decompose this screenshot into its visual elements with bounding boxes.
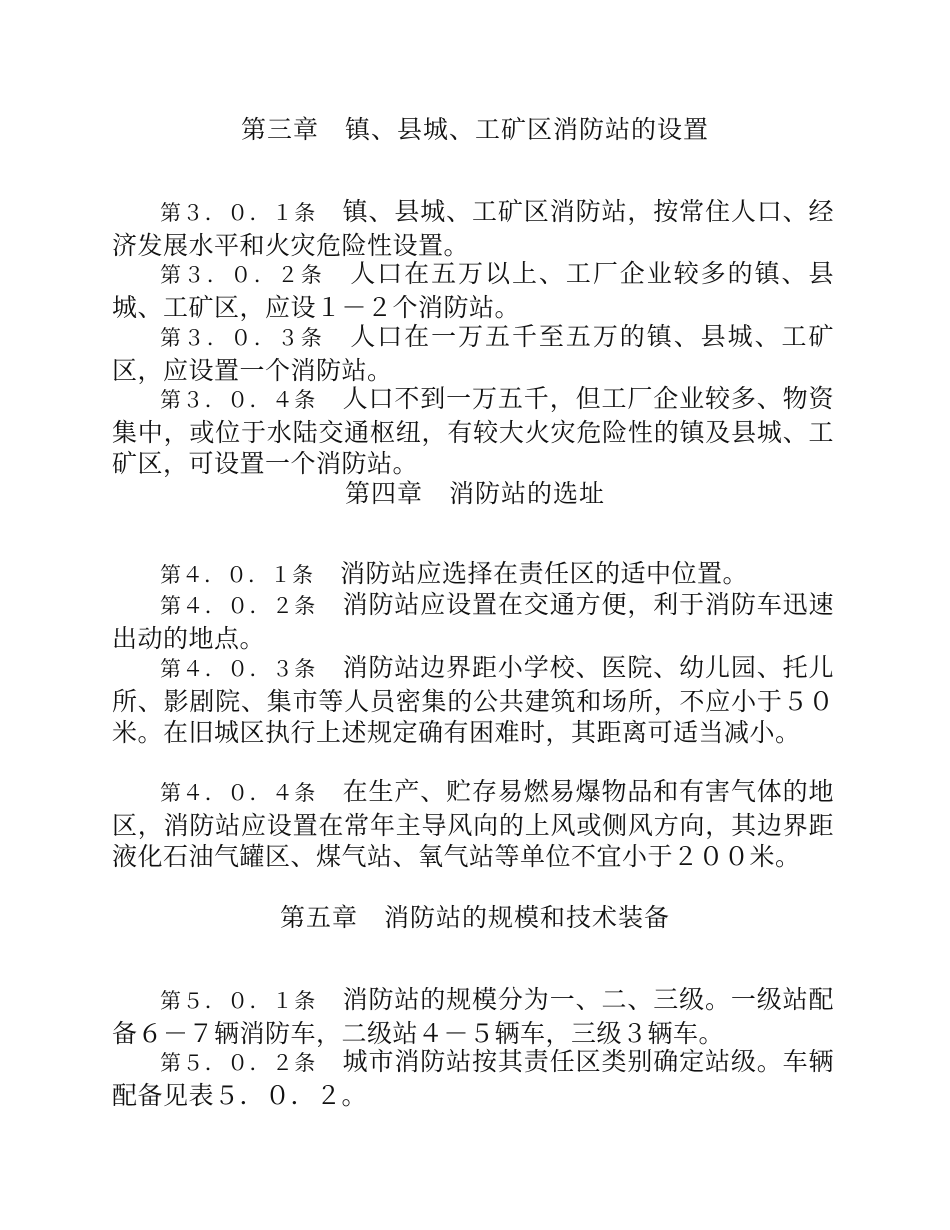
article-4-0-2 [112,589,834,654]
article-5-0-2 [112,1046,834,1111]
article-number: 第４．０．１条 [160,563,314,587]
article-text: 人口在五万以上、工厂企业较多的镇、县城、工矿区，应设１－２个消防站。 [112,259,834,322]
article-number: 第４．０．４条 [160,781,317,805]
article-5-0-1 [112,984,834,1049]
article-3-0-2 [112,258,834,323]
article-number: 第４．０．２条 [160,594,317,618]
article-text: 消防站应选择在责任区的适中位置。 [340,559,749,588]
article-text: 消防站边界距小学校、医院、幼儿园、托儿所、影剧院、集市等人员密集的公共建筑和场所，不应小于５０米。在旧城区执行上述规定确有困难时，其距离可适当减小。 [112,653,834,747]
article-number: 第５．０．２条 [160,1051,317,1075]
article-text: 城市消防站按其责任区类别确定站级。车辆配备见表５．０．２。 [112,1047,834,1110]
article-3-0-4 [112,383,834,480]
article-number: 第３．０．１条 [160,201,317,225]
chapter-4-title: 第四章 消防站的选址 [344,479,605,508]
article-number: 第４．０．３条 [160,657,317,681]
article-4-0-1 [112,558,834,592]
article-3-0-1 [112,196,834,261]
article-4-0-3 [112,652,834,749]
article-number: 第５．０．１条 [160,989,317,1013]
article-text: 在生产、贮存易燃易爆物品和有害气体的地区，消防站应设置在常年主导风向的上风或侧风方向，其边界距液化石油气罐区、煤气站、氧气站等单位不宜小于２００米。 [112,777,834,871]
chapter-5-title: 第五章 消防站的规模和技术装备 [279,903,670,932]
article-text: 人口在一万五千至五万的镇、县城、工矿区，应设置一个消防站。 [112,322,834,385]
article-number: 第３．０．４条 [160,388,317,412]
article-number: 第３．０．３条 [160,326,325,350]
article-4-0-4 [112,776,834,873]
chapter-3-title: 第三章 镇、县城、工矿区消防站的设置 [240,115,709,144]
article-text: 镇、县城、工矿区消防站，按常住人口、经济发展水平和火灾危险性设置。 [112,197,834,260]
article-text: 消防站应设置在交通方便，利于消防车迅速出动的地点。 [112,590,834,653]
article-number: 第３．０．２条 [160,263,325,287]
article-3-0-3 [112,321,834,386]
article-text: 人口不到一万五千，但工厂企业较多、物资集中，或位于水陆交通枢纽，有较大火灾危险性的镇及县城、工矿区，可设置一个消防站。 [112,384,834,478]
article-text: 消防站的规模分为一、二、三级。一级站配备６－７辆消防车，二级站４－５辆车，三级３辆车。 [112,985,834,1048]
